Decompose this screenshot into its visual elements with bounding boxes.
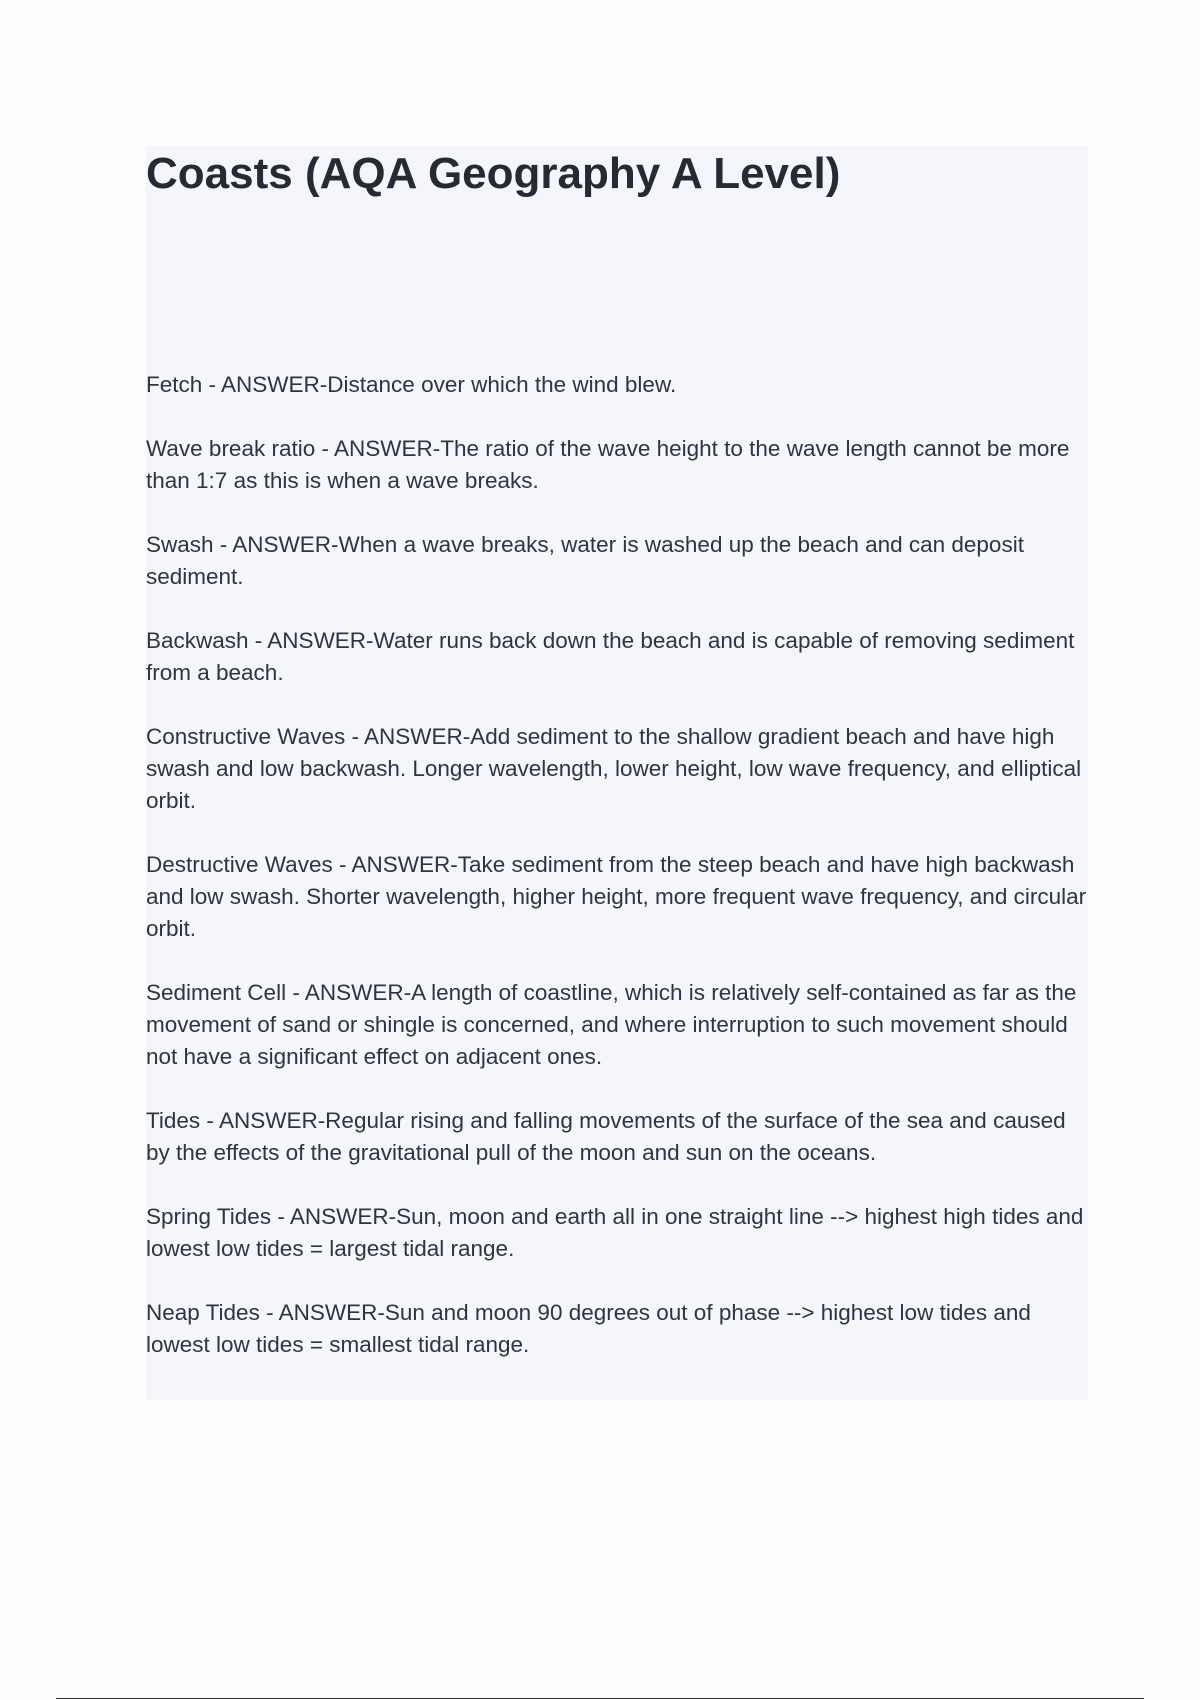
qa-list xyxy=(146,369,1088,1393)
qa-item-backwash: Backwash - ANSWER-Water runs back down the beach and is capable of removing sediment from a beach. xyxy=(146,628,1075,685)
qa-item-constructive-waves: Constructive Waves - ANSWER-Add sediment to the shallow gradient beach and have high swash and low backwash. Longer wavelength, lower height, low wave frequency, and elliptical orbit. xyxy=(146,724,1082,813)
qa-item-spring-tides: Spring Tides - ANSWER-Sun, moon and earth all in one straight line --> highest high tides and lowest low tides = largest tidal range. xyxy=(146,1204,1084,1261)
qa-item-wave-break-ratio: Wave break ratio - ANSWER-The ratio of the wave height to the wave length cannot be more than 1:7 as this is when a wave breaks. xyxy=(146,436,1070,493)
qa-item-fetch: Fetch - ANSWER-Distance over which the wind blew. xyxy=(146,372,677,397)
qa-item-destructive-waves: Destructive Waves - ANSWER-Take sediment from the steep beach and have high backwash and low swash. Shorter wavelength, higher height, more frequent wave frequency, and circular orbit. xyxy=(146,852,1087,941)
qa-item-sediment-cell: Sediment Cell - ANSWER-A length of coastline, which is relatively self-contained as far as the movement of sand or shingle is concerned, and where interruption to such movement should not have a significant effect on adjacent ones. xyxy=(146,980,1077,1069)
qa-item-neap-tides: Neap Tides - ANSWER-Sun and moon 90 degrees out of phase --> highest low tides and lowest low tides = smallest tidal range. xyxy=(146,1300,1031,1357)
qa-item-tides: Tides - ANSWER-Regular rising and falling movements of the surface of the sea and caused by the effects of the gravitational pull of the moon and sun on the oceans. xyxy=(146,1108,1066,1165)
footer-rule xyxy=(56,1698,1144,1699)
page-title: Coasts (AQA Geography A Level) xyxy=(146,149,841,198)
qa-item-swash: Swash - ANSWER-When a wave breaks, water is washed up the beach and can deposit sediment. xyxy=(146,532,1024,589)
